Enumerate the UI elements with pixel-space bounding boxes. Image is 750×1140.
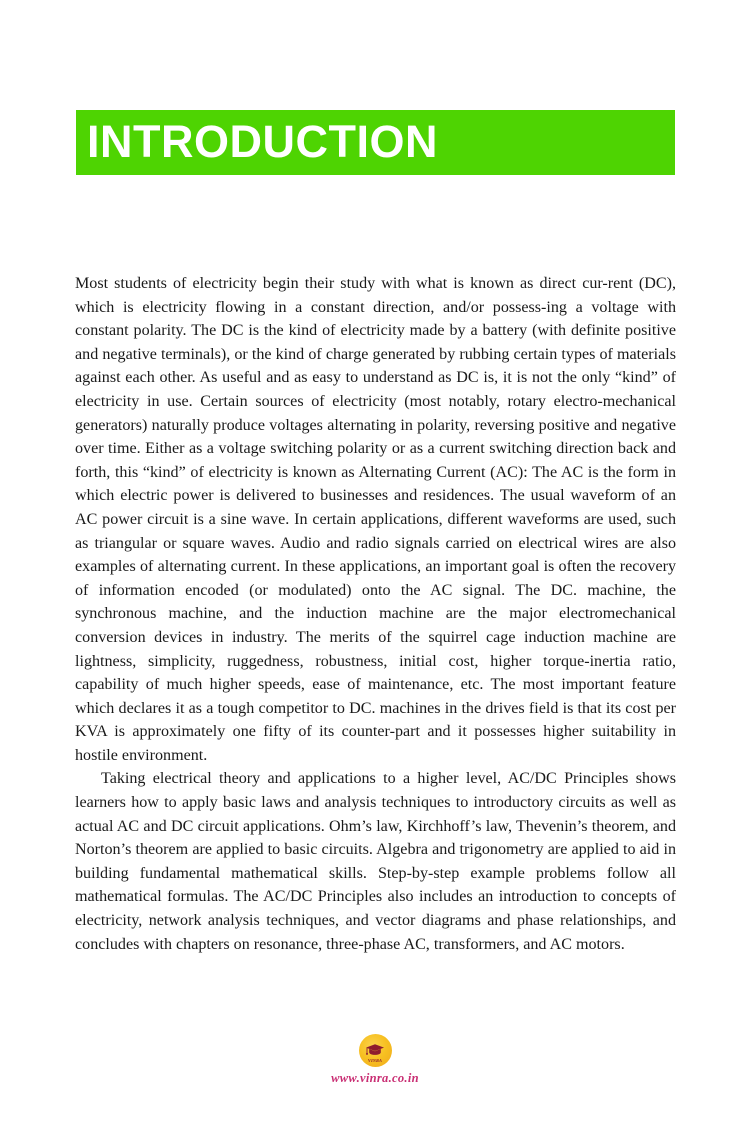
- page-title: INTRODUCTION: [87, 116, 438, 167]
- page-footer: [0, 1034, 750, 1086]
- chapter-title-banner: [76, 110, 675, 175]
- logo-caption: VINRA: [367, 1058, 383, 1063]
- paragraph-2: Taking electrical theory and applications to a higher level, AC/DC Principles shows learners how to apply basic laws and analysis techniques to introductory circuits as well as actual AC and DC circuit applications. Ohm’s law, Kirchhoff’s law, Thevenin’s theorem, and Norton’s theorem are applied to basic circuits. Algebra and trigonometry are applied to aid in building fundamental mathematical skills. Step-by-step example problems follow all mathematical formulas. The AC/DC Principles also includes an introduction to concepts of electricity, network analysis techniques, and vector diagrams and phase relationships, and concludes with chapters on resonance, three-phase AC, transformers, and AC motors.: [75, 770, 676, 953]
- body-text-block: [75, 272, 676, 956]
- website-url: www.vinra.co.in: [331, 1071, 419, 1085]
- vinra-logo: [359, 1034, 392, 1067]
- paragraph-1: Most students of electricity begin their study with what is known as direct cur-rent (DC), which is electricity flowing in a constant direction, and/or possess-ing a voltage with constant polarity. The DC is the kind of electricity made by a battery (with definite positive and negative terminals), or the kind of charge generated by rubbing certain types of materials against each other. As useful and as easy to understand as DC is, it is not the only “kind” of electricity in use. Certain sources of electricity (most notably, rotary electro-mechanical generators) naturally produce voltages alternating in polarity, reversing positive and negative over time. Either as a voltage switching polarity or as a current switching direction back and forth, this “kind” of electricity is known as Alternating Current (AC): The AC is the form in which electric power is delivered to businesses and residences. The usual waveform of an AC power circuit is a sine wave. In certain applications, different waveforms are used, such as triangular or square waves. Audio and radio signals carried on electrical wires are also examples of alternating current. In these applications, an important goal is often the recovery of information encoded (or modulated) onto the AC signal. The DC. machine, the synchronous machine, and the induction machine are the major electromechanical conversion devices in industry. The merits of the squirrel cage induction machine are lightness, simplicity, ruggedness, robustness, initial cost, higher torque-inertia ratio, capability of much higher speeds, ease of maintenance, etc. The most important feature which declares it as a tough competitor to DC. machines in the drives field is that its cost per KVA is approximately one fifty of its counter-part and it possesses higher suitability in hostile environment.: [75, 275, 676, 764]
